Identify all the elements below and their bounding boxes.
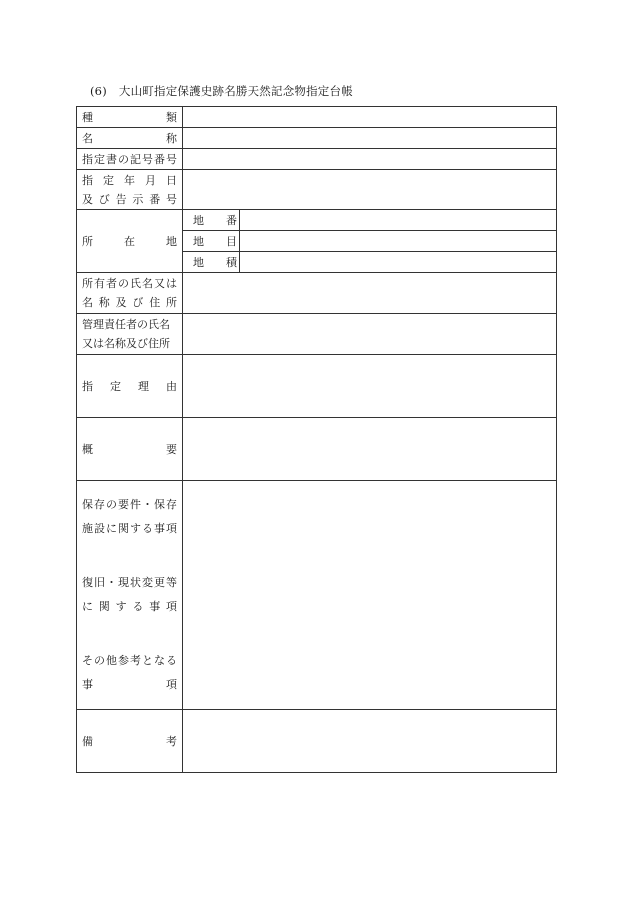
label-kanri	[77, 314, 183, 355]
designation-register-table	[76, 106, 557, 773]
label-text: 指 定 書 の 記 号 番 号	[82, 153, 177, 166]
label-text: 地 積	[193, 256, 237, 269]
label-shurui	[77, 107, 183, 128]
label-text: 所 有 者 の 氏 名 又 は	[82, 277, 177, 290]
label-text: 概 要	[82, 443, 177, 456]
label-text: 復 旧 ・ 現 状 変 更 等	[82, 576, 177, 589]
label-text: 保 存 の 要 件 ・ 保 存	[82, 498, 177, 511]
row-gaiyo	[77, 418, 557, 481]
label-shoyusha	[77, 273, 183, 314]
row-kigo	[77, 149, 557, 170]
label-text: 名 称	[82, 132, 177, 145]
label-nengappi	[77, 170, 183, 210]
label-text: 地 目	[193, 235, 237, 248]
field-chiban[interactable]	[240, 210, 557, 231]
field-riyu[interactable]	[183, 355, 557, 418]
field-kanri[interactable]	[183, 314, 557, 355]
row-riyu	[77, 355, 557, 418]
field-meisho[interactable]	[183, 128, 557, 149]
label-text: 事 項	[82, 678, 177, 691]
label-chiseki	[183, 252, 240, 273]
label-sonota	[82, 649, 177, 697]
row-biko	[77, 710, 557, 773]
field-nengappi[interactable]	[183, 170, 557, 210]
label-kigo	[77, 149, 183, 170]
section-number: (6)	[90, 84, 107, 98]
row-shurui	[77, 107, 557, 128]
label-text: に 関 す る 事 項	[82, 600, 177, 613]
label-hozon-group	[77, 481, 183, 710]
row-nengappi	[77, 170, 557, 210]
label-riyu	[77, 355, 183, 418]
field-shurui[interactable]	[183, 107, 557, 128]
label-text: そ の 他 参 考 と な る	[82, 654, 177, 667]
label-text: 及 び 告 示 番 号	[82, 192, 177, 206]
label-meisho	[77, 128, 183, 149]
label-text: 地 番	[193, 214, 237, 227]
label-biko	[77, 710, 183, 773]
label-text: 種 類	[82, 111, 177, 124]
label-text: 備 考	[82, 735, 177, 748]
label-shozaichi	[77, 210, 183, 273]
label-text: 指 定 年 月 日	[82, 173, 177, 187]
label-text: 又は名称及び住所	[82, 337, 170, 350]
label-gaiyo	[77, 418, 183, 481]
label-text: 指 定 理 由	[82, 380, 177, 393]
row-shozaichi-chiban	[77, 210, 557, 231]
label-text: 名 称 及 び 住 所	[82, 296, 177, 309]
label-chiban	[183, 210, 240, 231]
row-shoyusha	[77, 273, 557, 314]
label-text: 施 設 に 関 す る 事 項	[82, 522, 177, 535]
label-hozon	[82, 493, 177, 541]
row-hozon	[77, 481, 557, 710]
field-biko[interactable]	[183, 710, 557, 773]
field-gaiyo[interactable]	[183, 418, 557, 481]
label-text: 所 在 地	[82, 235, 177, 248]
field-kigo[interactable]	[183, 149, 557, 170]
row-meisho	[77, 128, 557, 149]
title-text: 大山町指定保護史跡名勝天然記念物指定台帳	[118, 84, 353, 98]
label-text: 管理責任者の氏名	[82, 318, 170, 331]
register-title	[90, 83, 353, 99]
label-fukkyu	[82, 571, 177, 619]
field-chimoku[interactable]	[240, 231, 557, 252]
row-kanri	[77, 314, 557, 355]
label-chimoku	[183, 231, 240, 252]
field-chiseki[interactable]	[240, 252, 557, 273]
field-shoyusha[interactable]	[183, 273, 557, 314]
field-hozon[interactable]	[183, 481, 557, 710]
